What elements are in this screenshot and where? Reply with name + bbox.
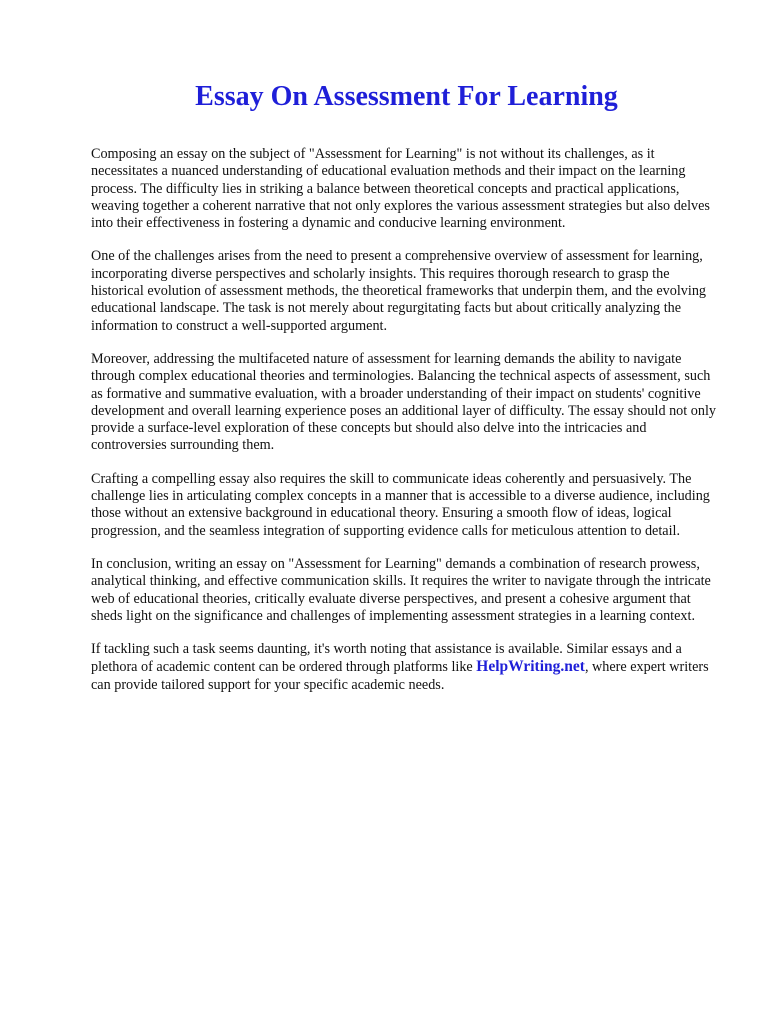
paragraph-2: One of the challenges arises from the need to present a comprehensive overview of assessment for learning, incorporating diverse perspectives and scholarly insights. This requires thorough research to grasp the historical evolution of assessment methods, the theoretical frameworks that underpin them, and the evolving educational landscape. The task is not merely about regurgitating facts but about critically analyzing the information to construct a well-supported argument.	[91, 248, 707, 334]
paragraph-4: Crafting a compelling essay also requires the skill to communicate ideas coherently and persuasively. The challenge lies in articulating complex concepts in a manner that is accessible to a diverse audience, including those without an extensive background in educational theory. Ensuring a smooth flow of ideas, logical progression, and the seamless integration of supporting evidence calls for meticulous attention to detail.	[91, 470, 710, 539]
paragraph-3: Moreover, addressing the multifaceted nature of assessment for learning demands the ability to navigate through complex educational theories and terminologies. Balancing the technical aspects of assessment, such as formative and summative evaluation, with a broader understanding of their impact on students' cognitive development and overall learning experience poses an additional layer of difficulty. The essay should not only provide a surface-level exploration of these concepts but should also delve into the intricacies and controversies surrounding them.	[91, 350, 716, 454]
paragraph-6-text-after: , where expert writers can provide tailored support for your specific academic needs.	[91, 659, 709, 693]
paragraph-5: In conclusion, writing an essay on "Assessment for Learning" demands a combination of research prowess, analytical thinking, and effective communication skills. It requires the writer to navigate through the intricate web of educational theories, critically evaluate diverse perspectives, and present a cohesive argument that sheds light on the significance and challenges of implementing assessment strategies in a learning context.	[91, 555, 711, 624]
paragraph-1: Composing an essay on the subject of "Assessment for Learning" is not without its challenges, as it necessitates a nuanced understanding of educational evaluation methods and their impact on the learning process. The difficulty lies in striking a balance between theoretical concepts and practical applications, weaving together a coherent narrative that not only explores the various assessment strategies but also delves into their effectiveness in fostering a dynamic and conducive learning environment.	[91, 146, 710, 232]
helpwriting-link[interactable]: HelpWriting.net	[476, 658, 585, 676]
document-title: Essay On Assessment For Learning	[195, 81, 618, 112]
paragraph-6	[91, 641, 722, 694]
paragraph-6-text-before: If tackling such a task seems daunting, it's worth noting that assistance is available. Similar essays and a plethora of academic content can be ordered through platforms like	[91, 641, 682, 676]
